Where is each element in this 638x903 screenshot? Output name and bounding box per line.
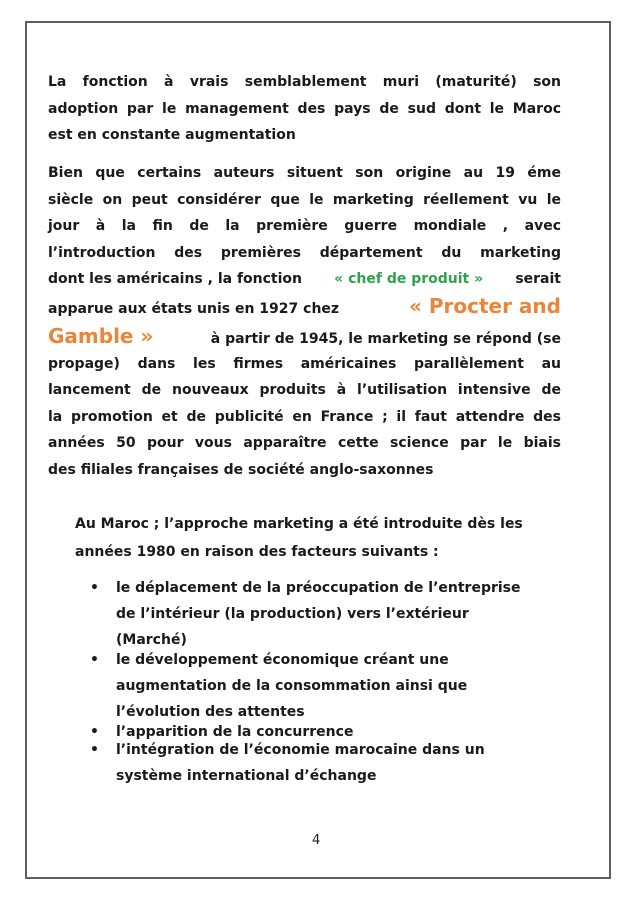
- text-line: • le développement économique créant une: [116, 652, 449, 668]
- text-line: années 1980 en raison des facteurs suivants :: [75, 544, 439, 560]
- text-line: La fonction à vrais semblablement muri (maturité) son: [48, 74, 561, 90]
- text-line: des filiales françaises de société anglo-saxonnes: [48, 461, 434, 478]
- paragraph-maroc: [75, 511, 565, 567]
- text-fragment: serait: [515, 271, 561, 287]
- list-item: [90, 576, 550, 648]
- highlight-chef-de-produit: « chef de produit »: [334, 271, 484, 287]
- paragraph-history: [48, 160, 561, 483]
- text-line: la promotion et de publicité en France ; il faut attendre des: [48, 408, 561, 425]
- list-item: [90, 738, 550, 790]
- page-number: 4: [312, 833, 321, 848]
- paragraph-intro: [48, 69, 561, 149]
- text-line: • l’apparition de la concurrence: [116, 724, 354, 740]
- highlight-procter-and: « Procter and: [408, 293, 561, 318]
- text-line: (Marché): [116, 632, 187, 648]
- text-line: Bien que certains auteurs situent son origine au 19 éme: [48, 165, 561, 181]
- text-line: propage) dans les firmes américaines parallèlement au: [48, 355, 561, 372]
- text-line: • le déplacement de la préoccupation de l’entreprise: [116, 580, 521, 596]
- factors-list: [90, 576, 550, 790]
- text-line: [48, 293, 561, 323]
- text-line: [48, 323, 561, 351]
- text-fragment: à partir de 1945, le marketing se répond (se: [210, 330, 561, 347]
- text-line: • l’intégration de l’économie marocaine dans un: [116, 742, 485, 758]
- text-line: l’introduction des premières département du marketing: [48, 244, 561, 261]
- text-line: Au Maroc ; l’approche marketing a été introduite dès les: [75, 516, 523, 532]
- text-line: augmentation de la consommation ainsi que: [116, 678, 468, 694]
- text-line: années 50 pour vous apparaître cette science par le biais: [48, 435, 561, 451]
- list-item: [90, 648, 550, 720]
- text-fragment: apparue aux états unis en 1927 chez: [48, 300, 340, 317]
- text-line: lancement de nouveaux produits à l’utilisation intensive de: [48, 382, 561, 398]
- text-line: jour à la fin de la première guerre mondiale , avec: [48, 218, 561, 234]
- text-line: adoption par le management des pays de sud dont le Maroc: [48, 100, 561, 117]
- text-line: de l’intérieur (la production) vers l’extérieur: [116, 606, 469, 622]
- text-line: système international d’échange: [116, 768, 377, 784]
- list-item: [90, 720, 550, 738]
- text-line: siècle on peut considérer que le marketing réellement vu le: [48, 191, 561, 208]
- text-line: l’évolution des attentes: [116, 704, 305, 720]
- text-line: est en constante augmentation: [48, 127, 296, 143]
- highlight-gamble: Gamble »: [48, 323, 154, 348]
- text-line: [48, 266, 561, 293]
- text-fragment: dont les américains , la fonction: [48, 271, 302, 287]
